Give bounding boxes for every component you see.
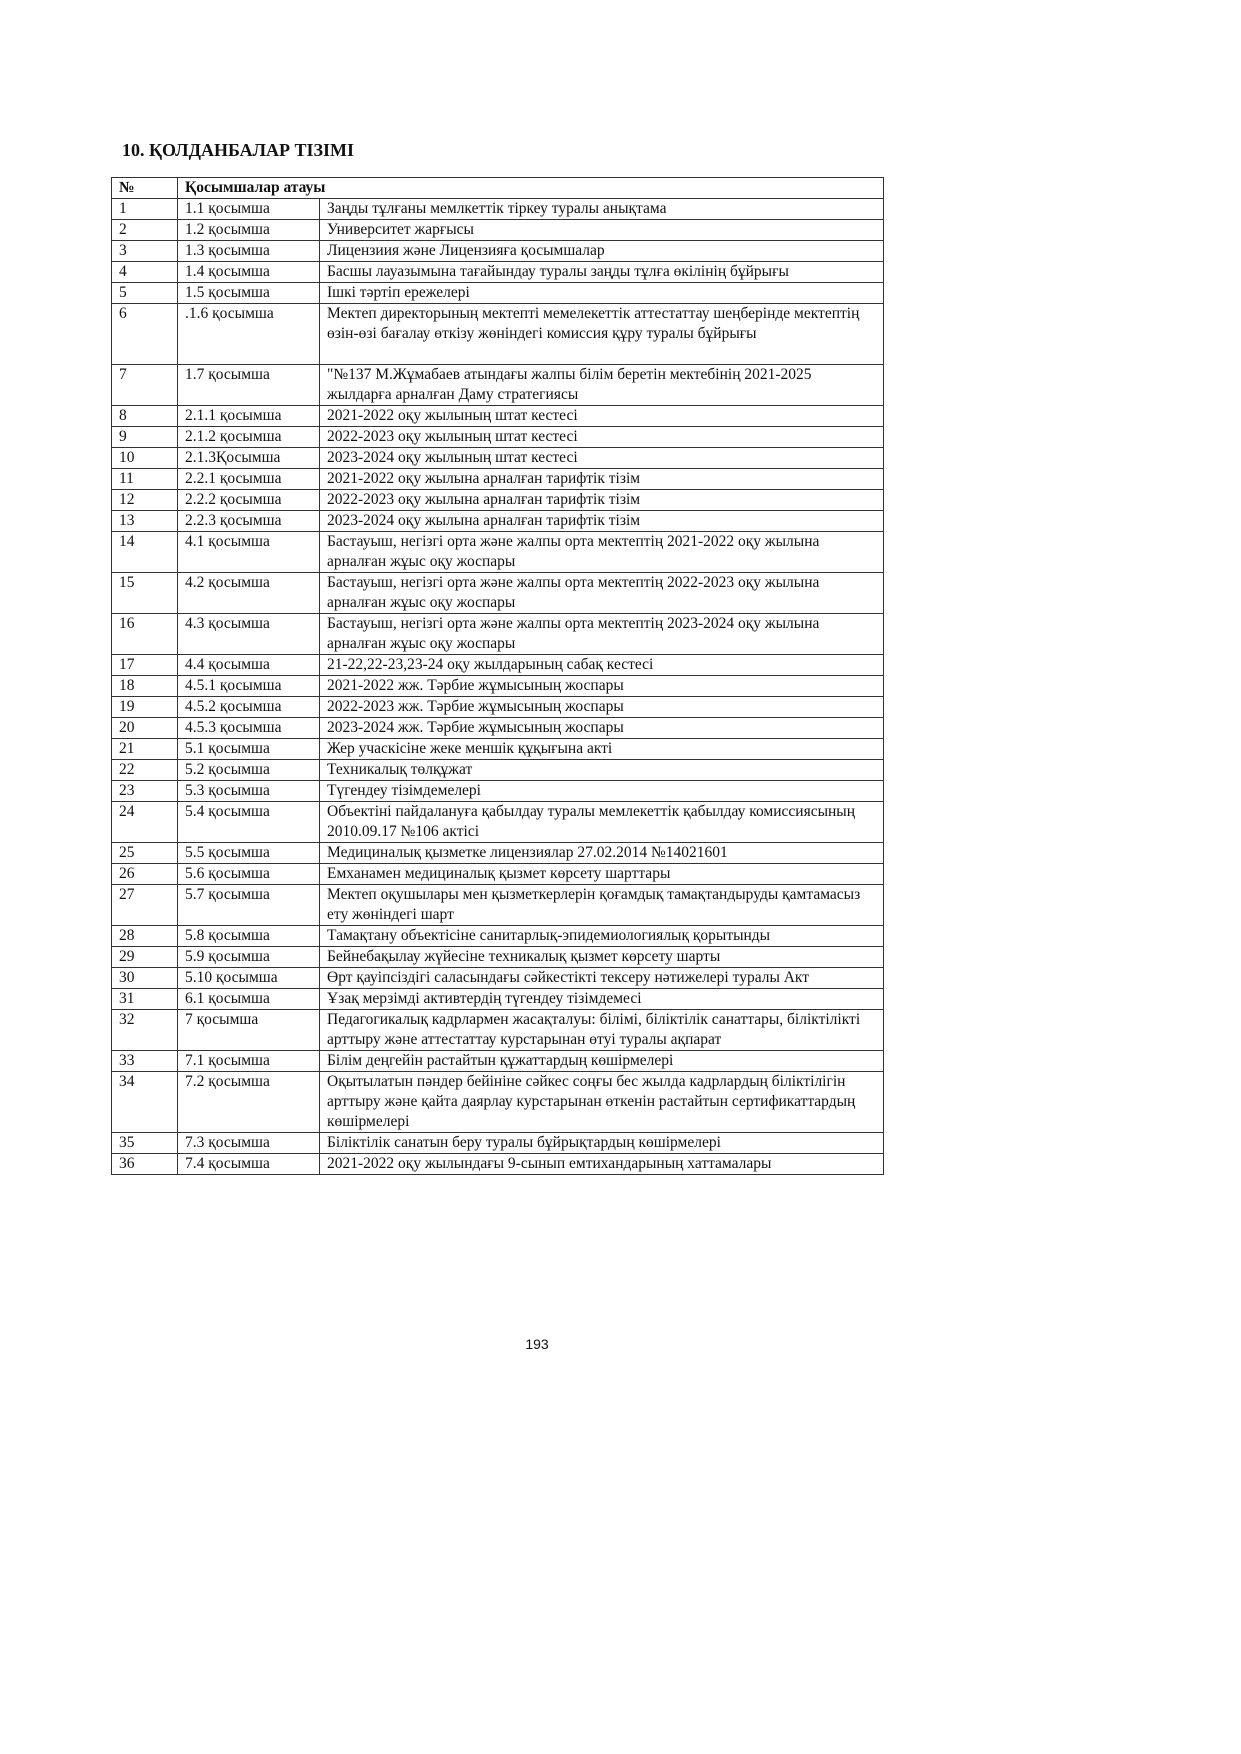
table-row	[112, 1051, 884, 1072]
row-title: Бастауыш, негізгі орта және жалпы орта мектептің 2021-2022 оқу жылына арналған жұыс оқу жоспары	[320, 532, 884, 573]
row-number: 24	[112, 802, 178, 843]
row-title: 2022-2023 оқу жылының штат кестесі	[320, 427, 884, 448]
row-title: Ішкі тәртіп ережелері	[320, 283, 884, 304]
row-number: 21	[112, 739, 178, 760]
row-title: Жер учаскісіне жеке меншік құқығына акті	[320, 739, 884, 760]
row-number: 17	[112, 655, 178, 676]
row-number: 35	[112, 1133, 178, 1154]
row-appendix-code: 4.4 қосымша	[178, 655, 320, 676]
table-row	[112, 843, 884, 864]
table-row	[112, 469, 884, 490]
row-title: 2021-2022 жж. Тәрбие жұмысының жоспары	[320, 676, 884, 697]
row-number: 22	[112, 760, 178, 781]
table-row	[112, 1133, 884, 1154]
table-row	[112, 655, 884, 676]
row-number: 19	[112, 697, 178, 718]
table-row	[112, 1154, 884, 1175]
row-appendix-code: 4.5.1 қосымша	[178, 676, 320, 697]
table-row	[112, 1072, 884, 1133]
row-title: Біліктілік санатын беру туралы бұйрықтардың көшірмелері	[320, 1133, 884, 1154]
row-title: 2023-2024 оқу жылына арналған тарифтік тізім	[320, 511, 884, 532]
section-heading: 10. ҚОЛДАНБАЛАР ТІЗІМІ	[122, 140, 355, 160]
row-title: 21-22,22-23,23-24 оқу жылдарының сабақ кестесі	[320, 655, 884, 676]
row-title: Заңды тұлғаны мемлкеттік тіркеу туралы анықтама	[320, 199, 884, 220]
row-title: Басшы лауазымына тағайындау туралы заңды тұлға өкілінің бұйрығы	[320, 262, 884, 283]
row-title: Медициналық қызметке лицензиялар 27.02.2014 №14021601	[320, 843, 884, 864]
row-number: 9	[112, 427, 178, 448]
row-appendix-code: 1.2 қосымша	[178, 220, 320, 241]
table-row	[112, 406, 884, 427]
row-appendix-code: 5.1 қосымша	[178, 739, 320, 760]
table-row	[112, 947, 884, 968]
row-appendix-code: 4.2 қосымша	[178, 573, 320, 614]
table-row	[112, 532, 884, 573]
row-number: 29	[112, 947, 178, 968]
row-appendix-code: 2.2.1 қосымша	[178, 469, 320, 490]
table-row	[112, 427, 884, 448]
row-title: Өрт қауіпсіздігі саласындағы сәйкестікті тексеру нәтижелері туралы Акт	[320, 968, 884, 989]
row-number: 18	[112, 676, 178, 697]
row-appendix-code: 1.3 қосымша	[178, 241, 320, 262]
page-number: 193	[525, 1336, 549, 1352]
row-appendix-code: 2.2.3 қосымша	[178, 511, 320, 532]
row-number: 30	[112, 968, 178, 989]
row-appendix-code: 5.4 қосымша	[178, 802, 320, 843]
table-row	[112, 511, 884, 532]
row-number: 10	[112, 448, 178, 469]
table-row	[112, 283, 884, 304]
row-appendix-code: 7 қосымша	[178, 1010, 320, 1051]
row-number: 27	[112, 885, 178, 926]
row-number: 20	[112, 718, 178, 739]
table-row	[112, 676, 884, 697]
table-row	[112, 739, 884, 760]
row-title: 2023-2024 жж. Тәрбие жұмысының жоспары	[320, 718, 884, 739]
table-row	[112, 199, 884, 220]
table-row	[112, 614, 884, 655]
table-body	[112, 199, 884, 1175]
table-row	[112, 781, 884, 802]
row-appendix-code: 1.4 қосымша	[178, 262, 320, 283]
row-number: 28	[112, 926, 178, 947]
table-row	[112, 802, 884, 843]
row-appendix-code: 4.3 қосымша	[178, 614, 320, 655]
row-number: 15	[112, 573, 178, 614]
row-title: Объектіні пайдалануға қабылдау туралы мемлекеттік қабылдау комиссиясының 2010.09.17 №106 актісі	[320, 802, 884, 843]
row-title: Білім деңгейін растайтын құжаттардың көшірмелері	[320, 1051, 884, 1072]
row-title: Түгендеу тізімдемелері	[320, 781, 884, 802]
table-row	[112, 989, 884, 1010]
row-appendix-code: .1.6 қосымша	[178, 304, 320, 365]
row-number: 13	[112, 511, 178, 532]
row-number: 32	[112, 1010, 178, 1051]
row-number: 33	[112, 1051, 178, 1072]
row-appendix-code: 5.8 қосымша	[178, 926, 320, 947]
row-number: 3	[112, 241, 178, 262]
row-appendix-code: 5.9 қосымша	[178, 947, 320, 968]
row-appendix-code: 7.2 қосымша	[178, 1072, 320, 1133]
row-title: Емханамен медициналық қызмет көрсету шарттары	[320, 864, 884, 885]
row-appendix-code: 5.5 қосымша	[178, 843, 320, 864]
row-title: Мектеп директорының мектепті мемелекеттік аттестаттау шеңберінде мектептің өзін-өзі бағалау өткізу жөніндегі комиссия құру туралы бұйрығы	[320, 304, 884, 365]
row-number: 4	[112, 262, 178, 283]
row-title: Мектеп оқушылары мен қызметкерлерін қоғамдық тамақтандыруды қамтамасыз ету жөніндегі шарт	[320, 885, 884, 926]
table-row	[112, 262, 884, 283]
table-header-row	[112, 178, 884, 199]
row-title: 2022-2023 жж. Тәрбие жұмысының жоспары	[320, 697, 884, 718]
row-title: Бейнебақылау жүйесіне техникалық қызмет көрсету шарты	[320, 947, 884, 968]
table-row	[112, 220, 884, 241]
row-number: 6	[112, 304, 178, 365]
table-row	[112, 760, 884, 781]
row-appendix-code: 7.1 қосымша	[178, 1051, 320, 1072]
table-row	[112, 968, 884, 989]
row-title: Бастауыш, негізгі орта және жалпы орта мектептің 2022-2023 оқу жылына арналған жұыс оқу жоспары	[320, 573, 884, 614]
row-appendix-code: 7.4 қосымша	[178, 1154, 320, 1175]
row-title: 2023-2024 оқу жылының штат кестесі	[320, 448, 884, 469]
row-appendix-code: 6.1 қосымша	[178, 989, 320, 1010]
row-title: Университет жарғысы	[320, 220, 884, 241]
row-number: 31	[112, 989, 178, 1010]
row-appendix-code: 2.1.1 қосымша	[178, 406, 320, 427]
row-number: 26	[112, 864, 178, 885]
table-row	[112, 573, 884, 614]
row-number: 34	[112, 1072, 178, 1133]
table-row	[112, 490, 884, 511]
table-row	[112, 697, 884, 718]
table-row	[112, 926, 884, 947]
row-number: 36	[112, 1154, 178, 1175]
row-title: Оқытылатын пәндер бейініне сәйкес соңғы бес жылда кадрлардың біліктілігін арттыру және қайта даярлау курстарынан өткенін растайтын сертификаттардың көшірмелері	[320, 1072, 884, 1133]
row-title: Ұзақ мерзімді активтердің түгендеу тізімдемесі	[320, 989, 884, 1010]
row-number: 11	[112, 469, 178, 490]
row-number: 23	[112, 781, 178, 802]
row-appendix-code: 5.6 қосымша	[178, 864, 320, 885]
row-appendix-code: 2.2.2 қосымша	[178, 490, 320, 511]
table-row	[112, 365, 884, 406]
row-title: Лицензиия және Лицензияға қосымшалар	[320, 241, 884, 262]
row-number: 1	[112, 199, 178, 220]
row-appendix-code: 4.5.3 қосымша	[178, 718, 320, 739]
table-row	[112, 718, 884, 739]
row-number: 8	[112, 406, 178, 427]
row-appendix-code: 7.3 қосымша	[178, 1133, 320, 1154]
row-number: 7	[112, 365, 178, 406]
row-appendix-code: 1.7 қосымша	[178, 365, 320, 406]
table-row	[112, 1010, 884, 1051]
row-title: Бастауыш, негізгі орта және жалпы орта мектептің 2023-2024 оқу жылына арналған жұыс оқу жоспары	[320, 614, 884, 655]
row-title: 2021-2022 оқу жылының штат кестесі	[320, 406, 884, 427]
row-appendix-code: 5.2 қосымша	[178, 760, 320, 781]
row-title: 2022-2023 оқу жылына арналған тарифтік тізім	[320, 490, 884, 511]
appendix-table	[111, 177, 884, 1175]
row-appendix-code: 5.7 қосымша	[178, 885, 320, 926]
table-row	[112, 885, 884, 926]
row-number: 2	[112, 220, 178, 241]
row-appendix-code: 5.10 қосымша	[178, 968, 320, 989]
row-title: 2021-2022 оқу жылындағы 9-сынып емтихандарының хаттамалары	[320, 1154, 884, 1175]
row-appendix-code: 1.5 қосымша	[178, 283, 320, 304]
table-row	[112, 241, 884, 262]
row-title: Тамақтану объектісіне санитарлық-эпидемиологиялық қорытынды	[320, 926, 884, 947]
row-title: Техникалық төлқұжат	[320, 760, 884, 781]
row-number: 14	[112, 532, 178, 573]
row-title: "№137 М.Жұмабаев атындағы жалпы білім беретін мектебінің 2021-2025 жылдарға арналған Даму стратегиясы	[320, 365, 884, 406]
row-appendix-code: 1.1 қосымша	[178, 199, 320, 220]
row-title: Педагогикалық кадрлармен жасақталуы: білімі, біліктілік санаттары, біліктілікті арттыру және аттестаттау курстарынан өтуі туралы ақпарат	[320, 1010, 884, 1051]
row-appendix-code: 4.1 қосымша	[178, 532, 320, 573]
row-title: 2021-2022 оқу жылына арналған тарифтік тізім	[320, 469, 884, 490]
row-number: 16	[112, 614, 178, 655]
row-appendix-code: 2.1.3Қосымша	[178, 448, 320, 469]
table-row	[112, 864, 884, 885]
row-number: 25	[112, 843, 178, 864]
row-number: 5	[112, 283, 178, 304]
row-number: 12	[112, 490, 178, 511]
table-row	[112, 304, 884, 365]
row-appendix-code: 5.3 қосымша	[178, 781, 320, 802]
row-appendix-code: 4.5.2 қосымша	[178, 697, 320, 718]
header-title: Қосымшалар атауы	[178, 178, 884, 199]
table-row	[112, 448, 884, 469]
header-num: №	[112, 178, 178, 199]
row-appendix-code: 2.1.2 қосымша	[178, 427, 320, 448]
